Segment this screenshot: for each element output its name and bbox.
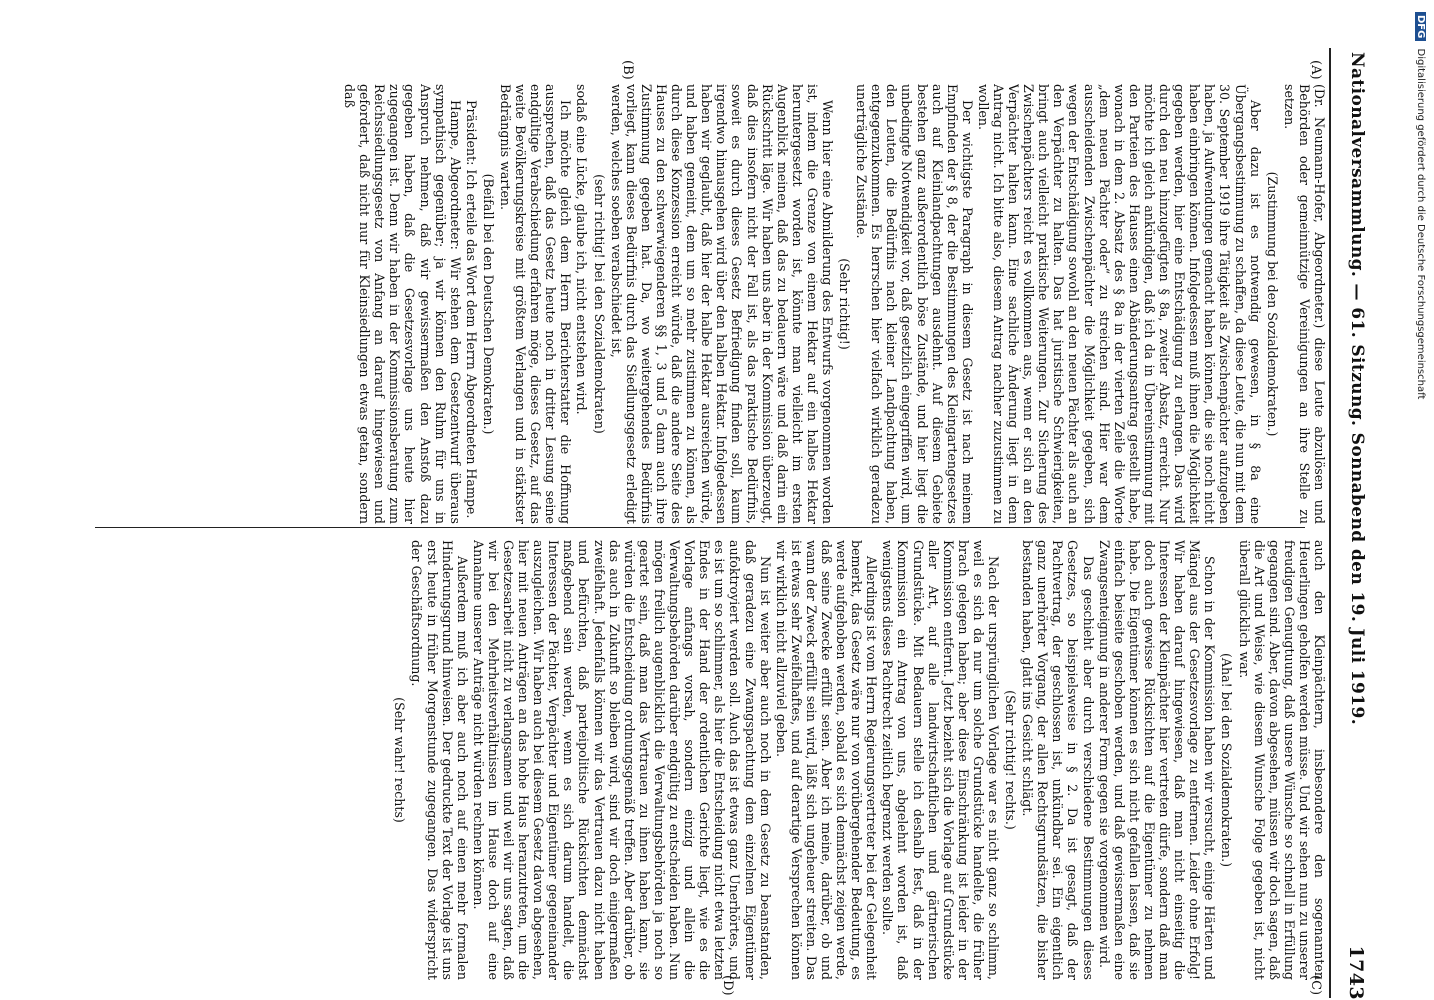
margin-marker-c: (C) (1308, 975, 1323, 996)
paragraph: sodaß eine Lücke, glaube ich, nicht entstehen wird. (574, 84, 590, 415)
document-page (65, 0, 1395, 1000)
page-header (1327, 0, 1367, 1000)
paragraph: Das geschieht aber durch verschiedene Bestimmungen dieses Gesetzes, so beispielsweise in § 2. Da ist gesagt, daß der Pachtvertrag, der geschlossen ist, unkündbar sei. Ein eigentlich ganz unerhörter Vorgang, der allen Rechtsgrundsätzen, die bisher bestanden haben, glatt ins Gesicht schlägt. (1020, 540, 1096, 980)
interjection: (Sehr wahr! rechts) (392, 697, 408, 823)
header-rule (1329, 48, 1331, 998)
right-column (87, 540, 1327, 980)
running-head: Nationalversammlung. — 61. Sitzung. Sonnabend den 19. Juli 1919. (1347, 52, 1367, 726)
margin-marker-a: (A) (1308, 60, 1323, 80)
interjection: (Sehr richtig!) (837, 258, 853, 350)
margin-marker-d: (D) (720, 975, 735, 996)
paragraph: Außerdem muß ich aber auch noch auf einen mehr formalen Hinderungsgrund hinweisen. Der gedruckte Text der Vorlage ist uns erst heute in früher Morgenstunde zugegangen. Das widerspricht der Geschäftsordnung. (409, 540, 470, 980)
paragraph: Nach der ursprünglichen Vorlage war es nicht ganz so schlimm, weil es sich da nur um solche Grundstücke handelte, die früher brach gelegen haben; aber diese Einschränkung ist leider in der Kommission entfernt. Jetzt bezieht sich die Vorlage auf Grundstücke aller Art, auf alle landwirtschaftlichen und gärtnerischen Grundstücke. Mit Bedauern stelle ich deshalb fest, daß in der Kommission ein Antrag von uns, abgelehnt worden ist, daß wenigstens dieses Pachtrecht zeitlich begrenzt werden sollte. (880, 540, 1002, 980)
interjection: (Aha! bei den Sozialdemokraten.) (1219, 652, 1235, 867)
interjection: (Beifall bei den Deutschen Demokraten.) (480, 173, 496, 435)
interjection: (Zustimmung bei den Sozialdemokraten.) (1264, 171, 1280, 437)
left-column (87, 84, 1327, 524)
paragraph: Hampe, Abgeordneter: Wir stehen dem Gesetzentwurf überaus sympathisch gegenüber; ja wir können den Ruhm für uns in Anspruch nehmen, daß wir gewissermaßen den Anstoß dazu gegeben haben, daß die Gesetzesvorlage uns heute hier zugegangen ist. Denn wir haben in der Kommissionsberatung zum Reichssiedlungsgesetz von Anfang an darauf hingewiesen und gefordert, daß nicht nur für Kleinsiedlungen etwas getan, sondern daß (342, 84, 463, 524)
paragraph: Aber dazu ist es notwendig gewesen, in § 8a eine Übergangsbestimmung zu schaffen, da diese Leute, die nun mit dem 30. September 1919 ihre Tätigkeit als Zwischenpächter aufzugeben haben, ja Aufwendungen gemacht haben können, die sie noch nicht haben einbringen können. Infolgedessen muß ihnen die Möglichkeit gegeben werden, hier eine Entschädigung zu erlangen. Das wird durch den neu hinzugefügten § 8a, zweiter Absatz, erreicht. Nur möchte ich gleich ankündigen, daß ich da in Übereinstimmung mit den Parteien des Hauses einen Abänderungsantrag gestellt habe, wonach in dem 2. Absatz des § 8a in der vierten Zeile die Worte „dem neuen Pächter oder“ zu streichen sind. Hier war dem ausscheidenden Zwischenpächter die Möglichkeit gegeben, sich wegen der Entschädigung sowohl an den neuen Pächter als auch an den Verpächter zu halten. Das hat juristische Schwierigkeiten, bringt auch vielleicht praktische Weiterungen. Zur Sicherung des Zwischenpächters reicht es vollkommen aus, wenn er sich an den Verpächter halten kann. Eine sachliche Änderung liegt in dem Antrag nicht. Ich bitte also, diesem Antrag nachher zuzustimmen zu wollen. (975, 84, 1263, 524)
paragraph: Allerdings ist vom Herrn Regierungsvertreter bei der Gelegenheit bemerkt, das Gesetz wäre nur von vorübergehender Bedeutung, es werde aufgehoben werden, sobald es sich demnächst zeigen werde, daß seine Zwecke erfüllt seien. Aber ich meine, darüber, ob und wann der Zweck erfüllt sein wird, läßt sich ungeheuer streiten. Das ist etwas sehr Zweifelhaftes, und auf derartige Versprechen können wir wirklich nicht allzuviel geben. (773, 540, 880, 980)
paragraph: Präsident: Ich erteile das Wort dem Herrn Abgeordneten Hampe. (463, 100, 479, 519)
credit-text: Digitalisierung gefördert durch die Deutsche Forschungsgemeinschaft (1415, 48, 1426, 400)
paragraph: Wenn hier eine Abmilderung des Entwurfs vorgenommen worden ist, indem die Grenze von einem Hektar auf ein halbes Hektar heruntergesetzt worden ist, könnte man vielleicht im ersten Augenblick meinen, daß das zu bedauern wäre und daß darin ein Rückschritt läge. Wir haben uns aber in der Kommission überzeugt, daß dies insofern nicht der Fall ist, als das praktische Bedürfnis, soweit es durch dieses Gesetz Befriedigung finden soll, kaum irgendwo hinausgehen wird über den halben Hektar. Infolgedessen haben wir geglaubt, daß hier der halbe Hektar ausreichen würde, und haben gemeint, dem um so mehr zustimmen zu können, als durch diese Konzession erreicht würde, daß die andere Seite des Hauses zu den schwerwiegenderen §§ 1, 3 und 5 dann auch ihre Zustimmung gegeben hat. Da, wo weitergehendes Bedürfnis vorliegt, kann dieses Bedürfnis durch das Siedlungsgesetz erledigt werden, welches soeben verabschiedet ist, (608, 84, 835, 524)
paragraph: auch den Kleinpächtern, insbesondere den sogenannten Heuerlingen geholfen werden müsse. Und wir sehen nun zu unserer freudigen Genugtuung, daß unsere Wünsche so schnell in Erfüllung gegangen sind. Aber, davon abgesehen, müssen wir doch sagen, daß die Art und Weise, wie diesem Wunsche Folge gegeben ist, nicht überall glücklich war. (1236, 540, 1327, 980)
interjection: (Sehr richtig! rechts.) (1003, 690, 1019, 830)
paragraph: Nun ist weiter aber auch noch in dem Gesetz zu beanstanden, daß geradezu eine Zwangspachtung dem einzelnen Eigentümer aufoktroyiert werden soll. Auch das ist etwas ganz Unerhörtes, und es ist um so schlimmer, als hier die Entscheidung nicht etwa letzten Endes in der Hand der ordentlichen Gerichte liegt, wie es die Vorlage anfangs vorsah, sondern einzig und allein die Verwaltungsbehörden darüber endgültig zu entscheiden haben. Nun mögen freilich augenblicklich die Verwaltungsbehörden ja noch so geartet sein, daß man das Vertrauen zu ihnen haben kann, sie würden die Entscheidung ordnungsgemäß treffen. Aber darüber, ob das auch in Zukunft so bleiben wird, sind wir doch einigermaßen zweifelhaft. Jedenfalls können wir das Vertrauen dazu nicht haben und befürchten, daß parteipolitische Rücksichten demnächst maßgebend sein werden, wenn es sich darum handelt, die Interessen der Pächter, Verpächter und Eigentümer gegeneinander auszugleichen. Wir haben auch bei diesem Gesetz davon abgesehen, hier mit neuen Anträgen an das hohe Haus heranzutreten, um die Gesetzesarbeit nicht zu verlangsamen und weil wir uns sagten, daß wir bei den Mehrheitsverhältnissen im Hause doch auf eine Annahme unserer Anträge nicht würden rechnen können. (470, 540, 773, 980)
interjection: (sehr richtig! bei den Sozialdemokraten) (591, 174, 607, 434)
paragraph: Der wichtigste Paragraph in diesem Gesetz ist nach meinem Empfinden der § 8, der die Bestimmungen des Kleingartengesetzes auch auf Kleinlandpachtungen ausdehnt. Auf diesem Gebiete bestehen ganz außerordentlich böse Zustände, und hier liegt die unbedingte Notwendigkeit vor, daß gesetzlich eingegriffen wird, um den Leuten, die Bedürfnis nach kleiner Landpachtung haben, entgegenzukommen. Es herrschen hier vielfach wirklich geradezu unerträgliche Zustände. (854, 84, 975, 524)
margin-marker-b: (B) (620, 60, 635, 80)
column-divider (95, 527, 1305, 528)
digitization-credit (1412, 6, 1432, 996)
paragraph: Ich möchte gleich dem Herrn Berichterstatter die Hoffnung aussprechen, daß das Gesetz heute noch in dritter Lesung seine endgültige Verabschiedung erfahren möge, dieses Gesetz, auf das weite Bevölkerungskreise mit größtem Verlangen und in stärkster Bedrängnis warten. (498, 84, 574, 524)
paragraph: Schon in der Kommission haben wir versucht, einige Härten und Mängel aus der Gesetzesvorlage zu entfernen. Leider ohne Erfolg! Wir haben darauf hingewiesen, daß man nicht einseitig die Interessen der Kleinpächter hier vertreten dürfe, sondern daß man doch auch gewisse Rücksichten auf die Eigentümer zu nehmen habe. Die Eigentümer können es sich nicht gefallen lassen, daß sie einfach beiseite geschoben werden, und daß gewissermaßen eine Zwangsenteignung in anderer Form gegen sie vorgenommen wird. (1096, 540, 1218, 980)
paragraph: (Dr. Neumann-Hofer, Abgeordneter.) diese Leute abzulösen und Behörden oder gemeinnützige Vereinigungen an ihre Stelle zu setzen. (1281, 84, 1327, 524)
dfg-logo: DFG (1415, 12, 1426, 41)
page-number: 1743 (1345, 945, 1367, 1000)
